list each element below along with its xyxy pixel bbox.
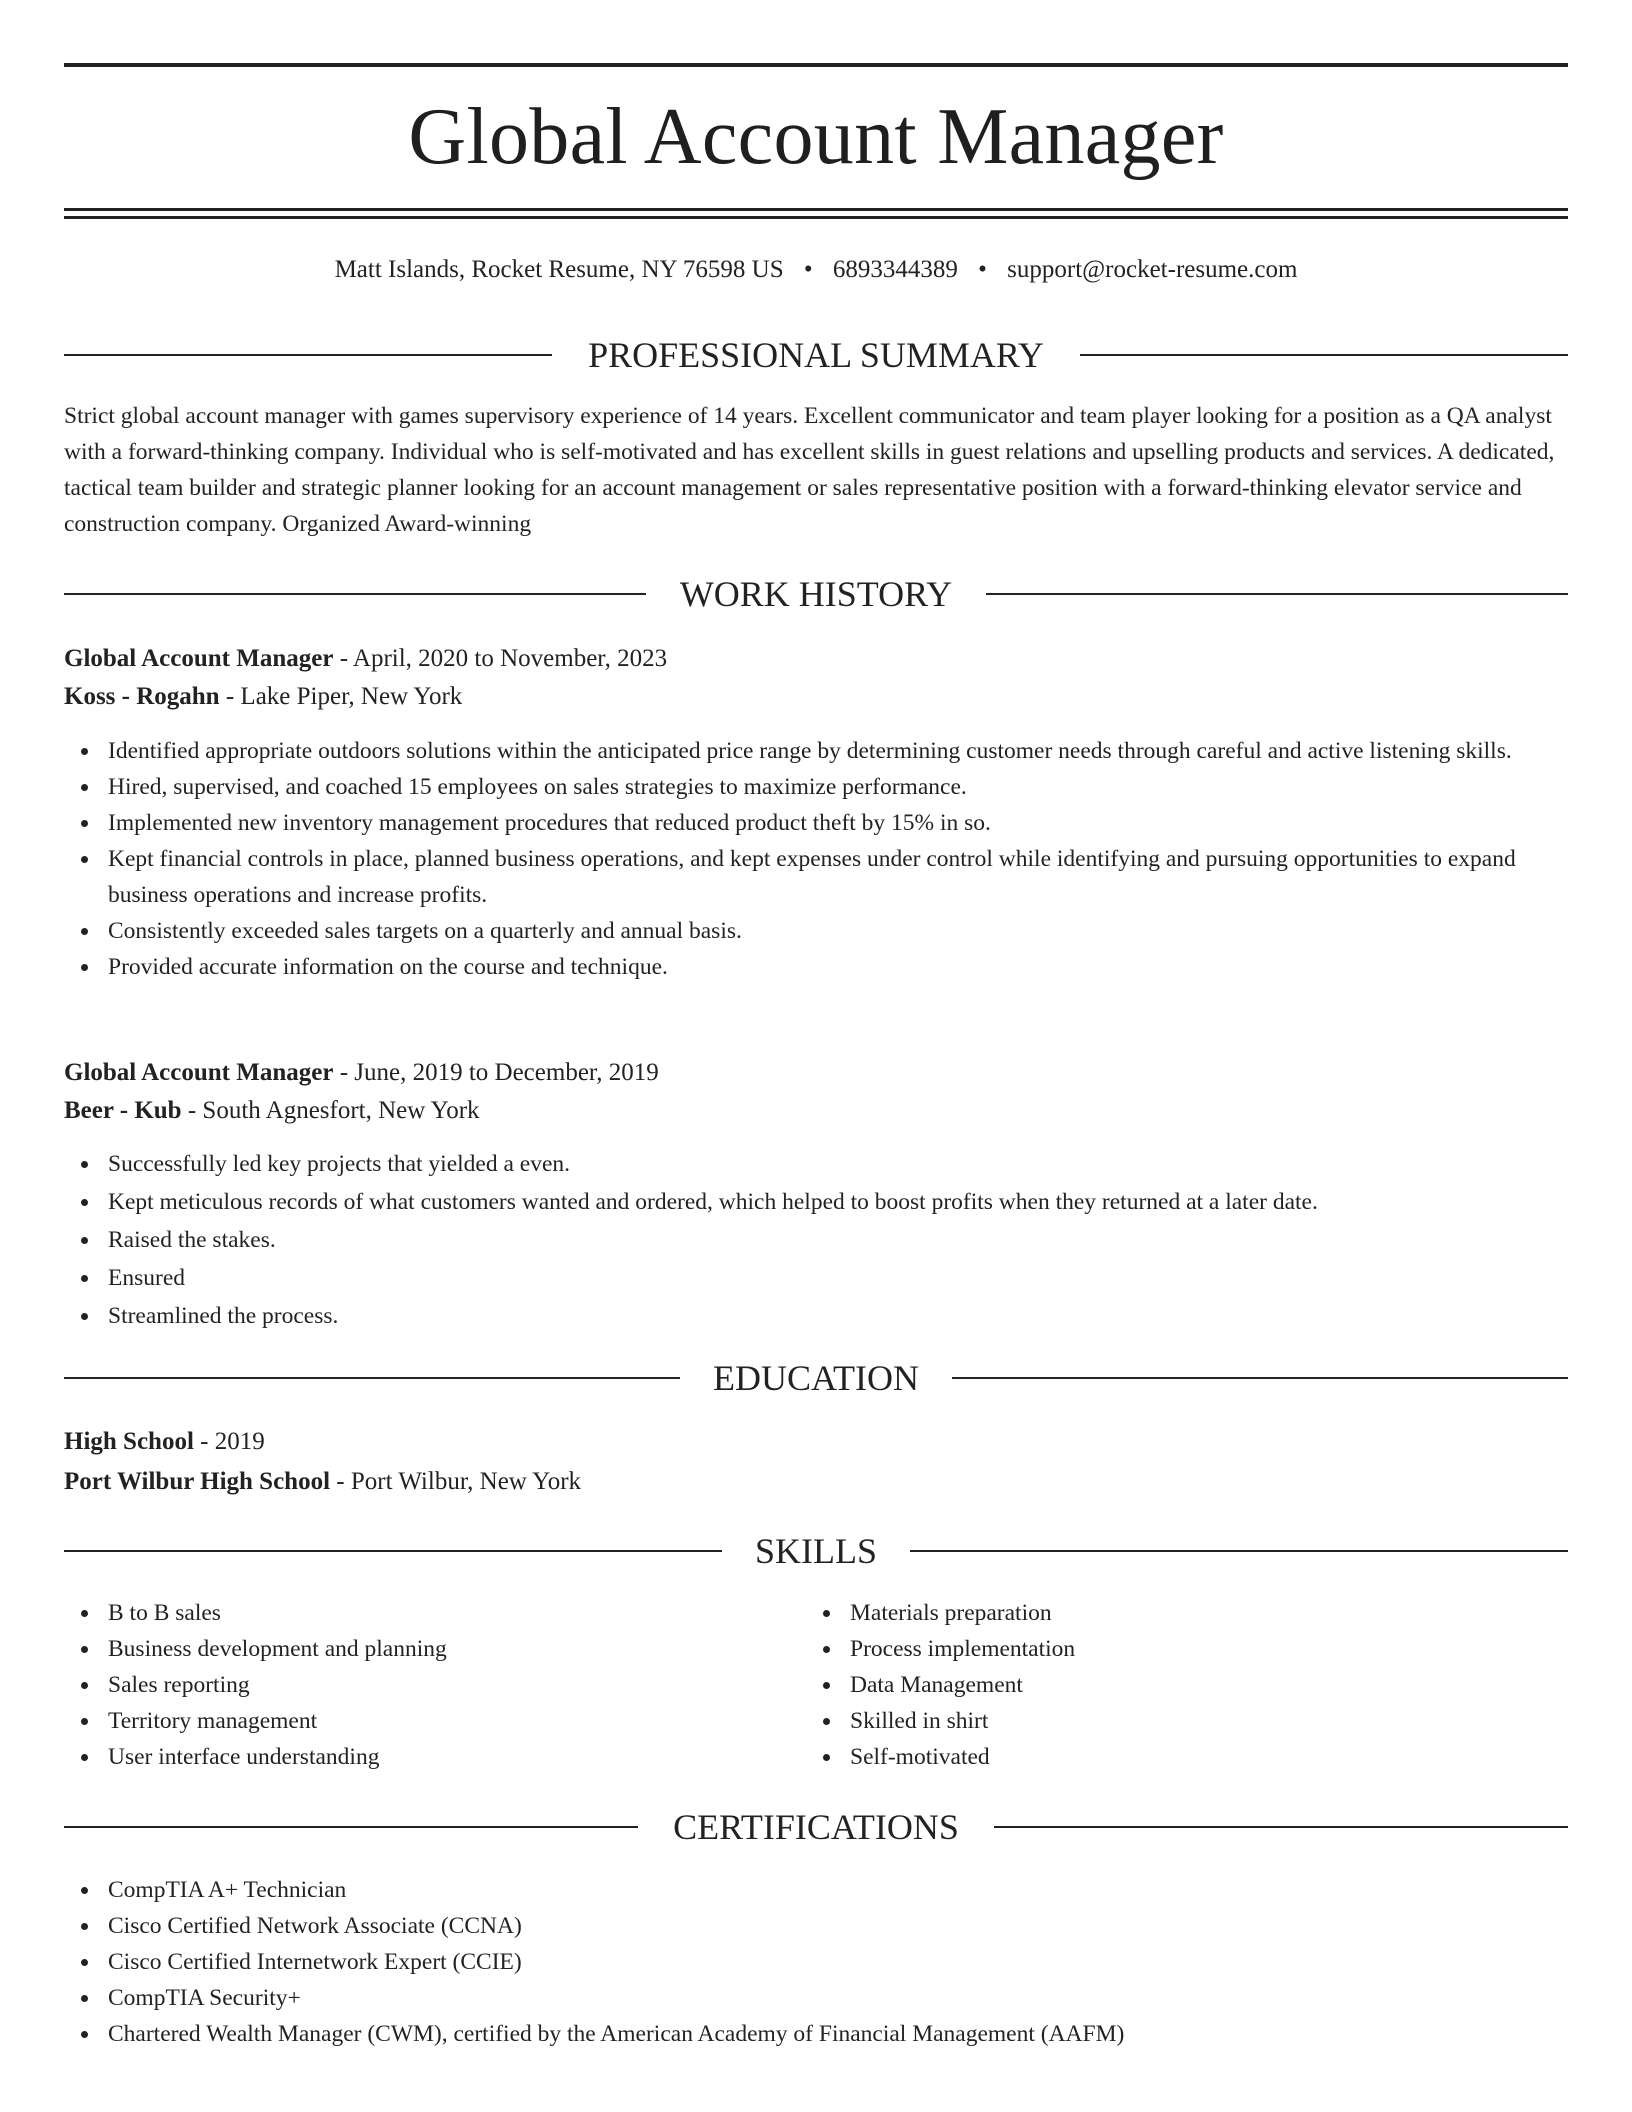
skills-list-left [64, 1595, 804, 1775]
list-item: User interface understanding [64, 1739, 804, 1775]
education-location: - Port Wilbur, New York [330, 1468, 582, 1495]
job-location: - South Agnesfort, New York [181, 1097, 480, 1124]
job-2-company-line [64, 1093, 1568, 1129]
list-item: Data Management [806, 1667, 1546, 1703]
list-item: Consistently exceeded sales targets on a quarterly and annual basis. [64, 913, 1568, 949]
list-item: CompTIA Security+ [64, 1980, 1568, 2016]
list-item: Successfully led key projects that yielded a even. [64, 1146, 1568, 1182]
contact-separator: • [803, 256, 813, 283]
header-double-rule-top [64, 208, 1568, 211]
job-company: Beer - Kub [64, 1097, 182, 1124]
list-item: Provided accurate information on the course and technique. [64, 949, 1568, 985]
list-item: Implemented new inventory management procedures that reduced product theft by 15% in so. [64, 805, 1568, 841]
contact-phone[interactable]: 6893344389 [832, 256, 958, 283]
list-item: Kept meticulous records of what customers wanted and ordered, which helped to boost profits when they returned at a later date. [64, 1184, 1568, 1220]
job-1-bullets [64, 733, 1568, 985]
contact-email[interactable]: support@rocket-resume.com [1007, 256, 1298, 283]
job-1-title-line [64, 641, 1568, 677]
job-dates: - April, 2020 to November, 2023 [333, 645, 668, 672]
list-item: Chartered Wealth Manager (CWM), certified by the American Academy of Financial Management (AAFM) [64, 2016, 1568, 2052]
list-item: Identified appropriate outdoors solutions within the anticipated price range by determining customer needs through careful and active listening skills. [64, 733, 1568, 769]
list-item: Raised the stakes. [64, 1222, 1568, 1258]
list-item: CompTIA A+ Technician [64, 1872, 1568, 1908]
summary-text: Strict global account manager with games supervisory experience of 14 years. Excellent communicator and team player looking for a position as a QA analyst with a forward-thinking company. Individual who is self-motivated and has excellent skills in guest relations and upselling products and services. A dedicated, tactical team builder and strategic planner looking for an account management or sales representative position with a forward-thinking elevator service and construction company. Organized Award-winning [64, 403, 1555, 537]
education-year: - 2019 [193, 1428, 265, 1455]
section-title: SKILLS [754, 1531, 877, 1571]
list-item: Self-motivated [806, 1739, 1546, 1775]
job-2-title-line [64, 1055, 1568, 1091]
education-school: Port Wilbur High School [64, 1468, 331, 1495]
section-title: CERTIFICATIONS [673, 1807, 959, 1847]
list-item: Process implementation [806, 1631, 1546, 1667]
list-item: Ensured [64, 1260, 1568, 1296]
resume-title: Global Account Manager [408, 93, 1224, 181]
section-heading-summary [64, 333, 1568, 377]
education-degree: High School [64, 1428, 194, 1455]
list-item: B to B sales [64, 1595, 804, 1631]
education-degree-line [64, 1424, 1568, 1460]
job-1-company-line [64, 679, 1568, 715]
job-dates: - June, 2019 to December, 2019 [333, 1059, 659, 1086]
list-item: Cisco Certified Internetwork Expert (CCIE) [64, 1944, 1568, 1980]
list-item: Materials preparation [806, 1595, 1546, 1631]
list-item: Cisco Certified Network Associate (CCNA) [64, 1908, 1568, 1944]
header-top-rule [64, 63, 1568, 67]
certifications-list [64, 1872, 1568, 2052]
section-title: PROFESSIONAL SUMMARY [588, 335, 1044, 375]
list-item: Kept financial controls in place, planned business operations, and kept expenses under control while identifying and pursuing opportunities to expand business operations and increase profits. [64, 841, 1568, 913]
section-title: WORK HISTORY [679, 574, 953, 614]
list-item: Sales reporting [64, 1667, 804, 1703]
job-company: Koss - Rogahn [64, 683, 220, 710]
list-item: Streamlined the process. [64, 1298, 1568, 1334]
list-item: Skilled in shirt [806, 1703, 1546, 1739]
job-title: Global Account Manager [64, 1059, 334, 1086]
list-item: Hired, supervised, and coached 15 employees on sales strategies to maximize performance. [64, 769, 1568, 805]
skills-list-right [806, 1595, 1546, 1775]
contact-separator: • [978, 256, 987, 283]
list-item: Business development and planning [64, 1631, 804, 1667]
header-double-rule-bottom [64, 216, 1568, 219]
job-2-bullets [64, 1146, 1568, 1336]
section-heading-work-history [64, 572, 1568, 616]
job-location: - Lake Piper, New York [219, 683, 463, 710]
section-heading-skills [64, 1529, 1568, 1573]
section-title: EDUCATION [713, 1358, 919, 1398]
list-item: Territory management [64, 1703, 804, 1739]
section-heading-certifications [64, 1805, 1568, 1849]
contact-line [64, 252, 1568, 288]
job-title: Global Account Manager [64, 645, 334, 672]
education-school-line [64, 1464, 1568, 1500]
section-heading-education [64, 1356, 1568, 1400]
contact-address: Matt Islands, Rocket Resume, NY 76598 US [334, 256, 784, 283]
